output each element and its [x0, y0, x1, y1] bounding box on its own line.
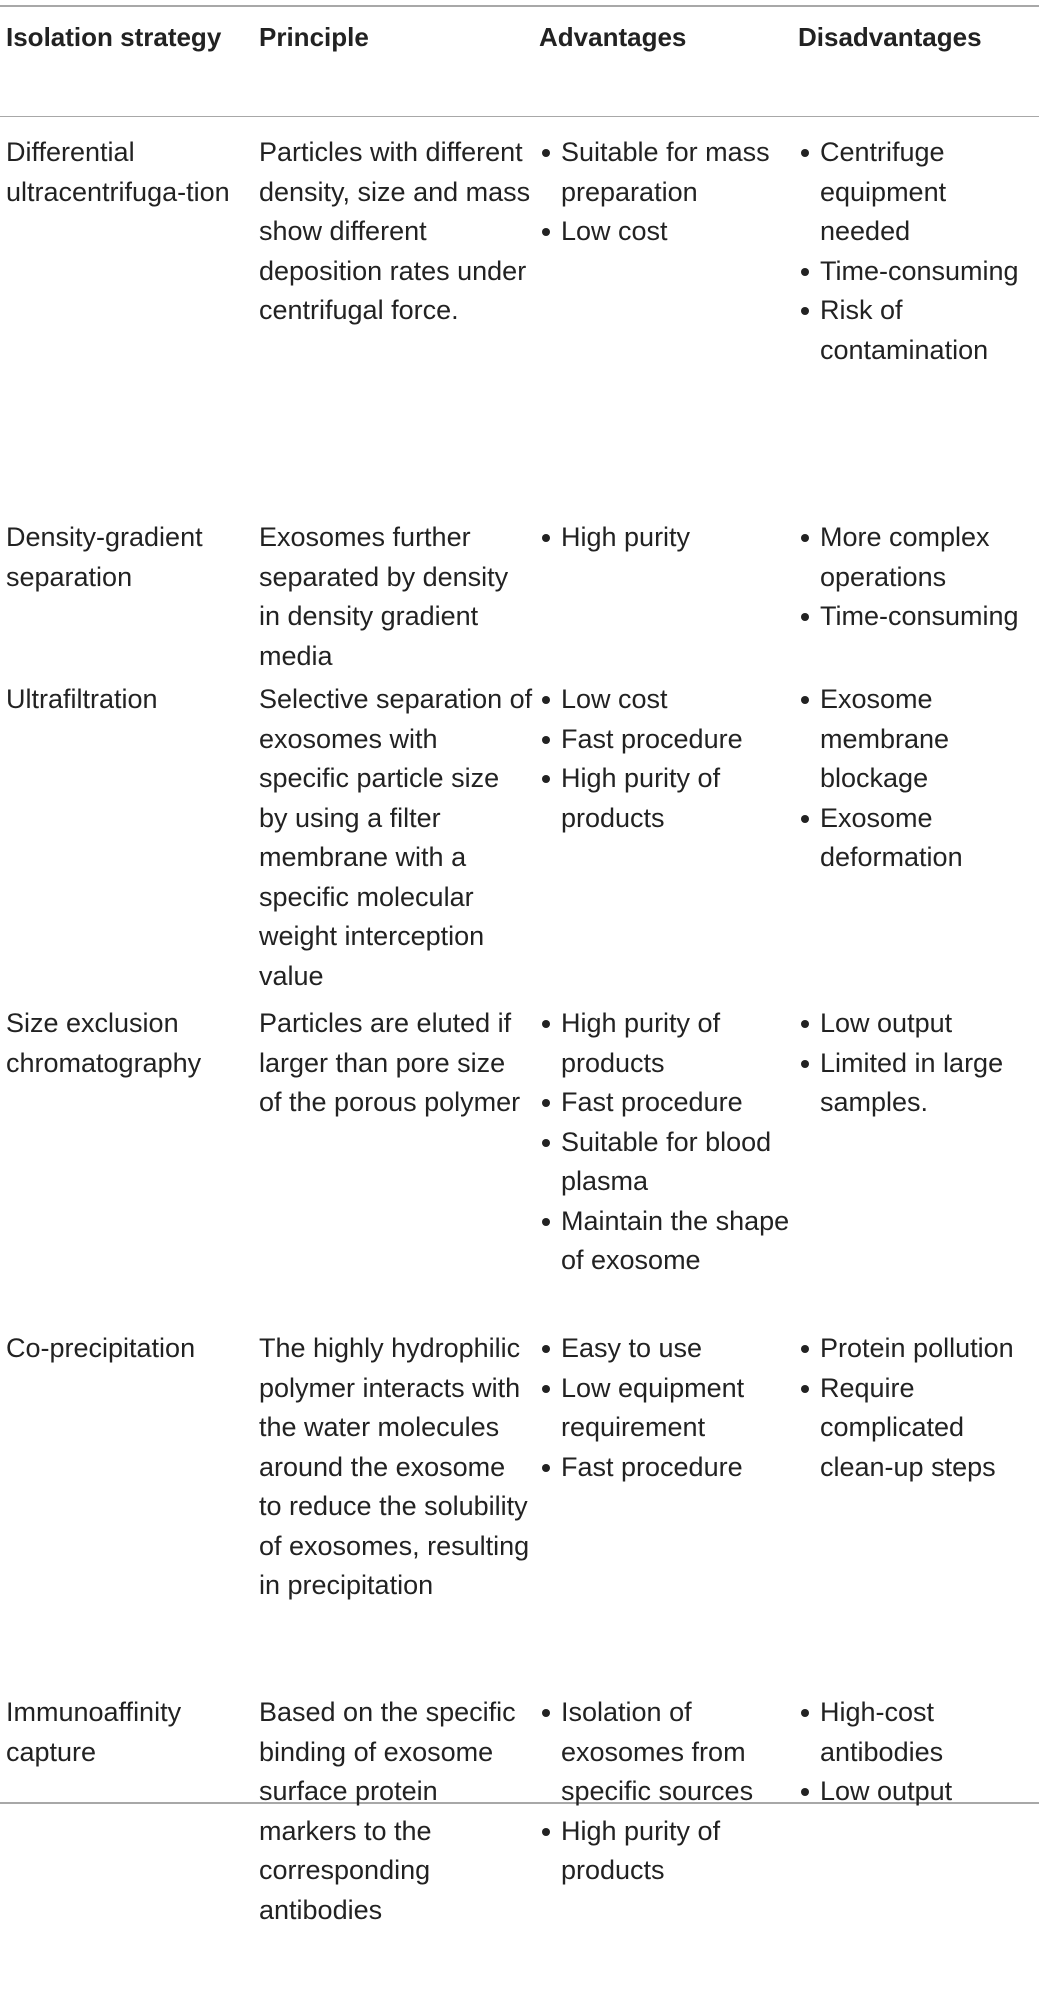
cell-disadvantages-list	[798, 518, 1039, 637]
disadvantage-item-text: Require complicated clean-up steps	[820, 1372, 996, 1482]
cell-principle: Exosomes further separated by density in density gradient media	[259, 522, 509, 671]
bullet-icon	[542, 1709, 550, 1717]
disadvantage-item-text: Low output	[820, 1776, 953, 1806]
disadvantage-item-text: Risk of contamination	[820, 295, 989, 365]
cell-principle: Selective separation of exosomes with specific particle size by using a filter membrane with a specific molecular weight interception value	[259, 684, 533, 991]
advantage-item-text: Suitable for mass preparation	[561, 137, 770, 207]
cell-advantages-list	[539, 133, 794, 252]
bullet-icon	[542, 1020, 550, 1028]
advantage-item-text: Low cost	[561, 216, 668, 246]
cell-principle: The highly hydrophilic polymer interacts with the water molecules around the exosome to reduce the solubility of exosomes, resulting in precipitation	[259, 1333, 530, 1600]
cell-advantages	[539, 1000, 798, 1325]
header-disadvantages: Disadvantages	[798, 22, 982, 52]
bullet-icon	[542, 1099, 550, 1107]
disadvantage-item-text: Protein pollution	[820, 1333, 1014, 1363]
cell-disadvantages-list	[798, 1693, 1039, 1812]
bullet-icon	[801, 815, 809, 823]
table-body	[0, 116, 1039, 2003]
bullet-icon	[801, 268, 809, 276]
table-row	[0, 676, 1039, 1000]
advantage-item-text: Fast procedure	[561, 723, 743, 754]
cell-disadvantages	[798, 511, 1039, 676]
bullet-icon	[542, 228, 550, 236]
header-principle: Principle	[259, 22, 369, 52]
cell-advantages	[539, 1325, 798, 1689]
cell-advantages	[539, 511, 798, 676]
cell-disadvantages	[798, 676, 1039, 1000]
advantage-item	[539, 1202, 794, 1281]
advantage-item	[539, 1812, 794, 1891]
disadvantage-item-text: High-cost antibodies	[820, 1697, 944, 1767]
advantage-item-text: Fast procedure	[561, 1087, 743, 1117]
table-row	[0, 1325, 1039, 1689]
advantage-item-text: High purity of products	[561, 1815, 721, 1885]
cell-isolation-strategy: Size exclusion chromatography	[6, 1008, 202, 1078]
bullet-icon	[801, 1788, 809, 1796]
advantage-item	[539, 759, 794, 838]
cell-advantages	[539, 676, 798, 1000]
cell-isolation-strategy: Co-precipitation	[6, 1333, 196, 1363]
advantage-item	[539, 1083, 794, 1123]
cell-advantages-list	[539, 518, 794, 558]
advantage-item	[539, 680, 794, 720]
advantage-item	[539, 212, 794, 252]
cell-disadvantages	[798, 116, 1039, 511]
disadvantage-item-text: Exosome membrane blockage	[820, 684, 950, 793]
disadvantage-item-text: More complex operations	[820, 522, 990, 592]
header-row	[0, 0, 1039, 116]
advantage-item-text: Isolation of exosomes from specific sources	[561, 1697, 754, 1806]
cell-advantages-list	[539, 1329, 794, 1487]
cell-principle: Based on the specific binding of exosome surface protein markers to the corresponding antibodies	[259, 1697, 516, 1925]
bullet-icon	[542, 1464, 550, 1472]
advantage-item	[539, 1693, 794, 1812]
advantage-item	[539, 1448, 794, 1488]
bullet-icon	[542, 1385, 550, 1393]
cell-advantages-list	[539, 680, 794, 838]
bullet-icon	[542, 1345, 550, 1353]
bullet-icon	[542, 1139, 550, 1147]
advantage-item	[539, 518, 794, 558]
disadvantage-item-text: Limited in large samples.	[820, 1047, 1004, 1117]
disadvantage-item	[798, 1044, 1039, 1123]
bullet-icon	[801, 1385, 809, 1393]
disadvantage-item-text: Time-consuming	[820, 601, 1019, 631]
bullet-icon	[542, 696, 550, 704]
disadvantage-item	[798, 1004, 1039, 1044]
disadvantage-item	[798, 680, 1039, 799]
advantage-item-text: High purity of products	[561, 1008, 721, 1078]
cell-isolation-strategy: Density-gradient separation	[6, 522, 203, 592]
bullet-icon	[542, 736, 550, 744]
bullet-icon	[801, 1060, 809, 1068]
advantage-item-text: High purity of products	[561, 763, 721, 833]
advantage-item	[539, 1329, 794, 1369]
cell-isolation-strategy: Immunoaffinity capture	[6, 1697, 182, 1767]
disadvantage-item	[798, 291, 1039, 370]
disadvantage-item	[798, 799, 1039, 878]
table-row	[0, 116, 1039, 511]
disadvantage-item-text: Centrifuge equipment needed	[820, 137, 947, 246]
header-isolation-strategy: Isolation strategy	[6, 22, 222, 52]
disadvantage-item	[798, 1693, 1039, 1772]
disadvantage-item-text: Low output	[820, 1008, 953, 1038]
disadvantage-item-text: Time-consuming	[820, 255, 1019, 286]
bullet-icon	[801, 307, 809, 315]
disadvantage-item	[798, 1772, 1039, 1812]
cell-advantages	[539, 1689, 798, 2003]
cell-disadvantages-list	[798, 1329, 1039, 1487]
cell-isolation-strategy: Ultrafiltration	[6, 684, 158, 714]
bullet-icon	[542, 1828, 550, 1836]
bullet-icon	[542, 149, 550, 157]
bullet-icon	[801, 1709, 809, 1717]
advantage-item	[539, 133, 794, 212]
bullet-icon	[542, 775, 550, 783]
cell-disadvantages	[798, 1000, 1039, 1325]
cell-principle: Particles are eluted if larger than pore size of the porous polymer	[259, 1008, 521, 1117]
disadvantage-item	[798, 518, 1039, 597]
cell-advantages	[539, 116, 798, 511]
bullet-icon	[542, 534, 550, 542]
disadvantage-item	[798, 1369, 1039, 1488]
disadvantage-item	[798, 252, 1039, 292]
advantage-item-text: Fast procedure	[561, 1451, 743, 1482]
advantage-item	[539, 720, 794, 760]
disadvantage-item-text: Exosome deformation	[820, 802, 963, 872]
advantage-item	[539, 1123, 794, 1202]
advantage-item	[539, 1369, 794, 1448]
table-row	[0, 1000, 1039, 1325]
cell-disadvantages	[798, 1689, 1039, 2003]
cell-advantages-list	[539, 1693, 794, 1891]
bullet-icon	[801, 534, 809, 542]
advantage-item-text: Low equipment requirement	[561, 1372, 745, 1442]
table-header	[0, 0, 1039, 116]
bullet-icon	[801, 613, 809, 621]
cell-disadvantages	[798, 1325, 1039, 1689]
table-row	[0, 1689, 1039, 2003]
disadvantage-item	[798, 133, 1039, 252]
cell-advantages-list	[539, 1004, 794, 1281]
bullet-icon	[801, 696, 809, 704]
advantage-item-text: Maintain the shape of exosome	[561, 1205, 790, 1275]
cell-principle: Particles with different density, size and mass show different deposition rates under centrifugal force.	[259, 137, 531, 325]
advantage-item-text: Easy to use	[561, 1333, 703, 1363]
bullet-icon	[542, 1218, 550, 1226]
cell-disadvantages-list	[798, 1004, 1039, 1123]
bullet-icon	[801, 1345, 809, 1353]
cell-disadvantages-list	[798, 680, 1039, 878]
disadvantage-item	[798, 1329, 1039, 1369]
bullet-icon	[801, 1020, 809, 1028]
cell-disadvantages-list	[798, 133, 1039, 370]
advantage-item-text: Suitable for blood plasma	[561, 1126, 772, 1196]
header-advantages: Advantages	[539, 22, 687, 52]
cell-isolation-strategy: Differential ultracentrifuga-tion	[6, 137, 230, 207]
advantage-item-text: High purity	[561, 522, 691, 552]
disadvantage-item	[798, 597, 1039, 637]
table-row	[0, 511, 1039, 676]
advantage-item-text: Low cost	[561, 684, 668, 714]
bullet-icon	[801, 149, 809, 157]
advantage-item	[539, 1004, 794, 1083]
